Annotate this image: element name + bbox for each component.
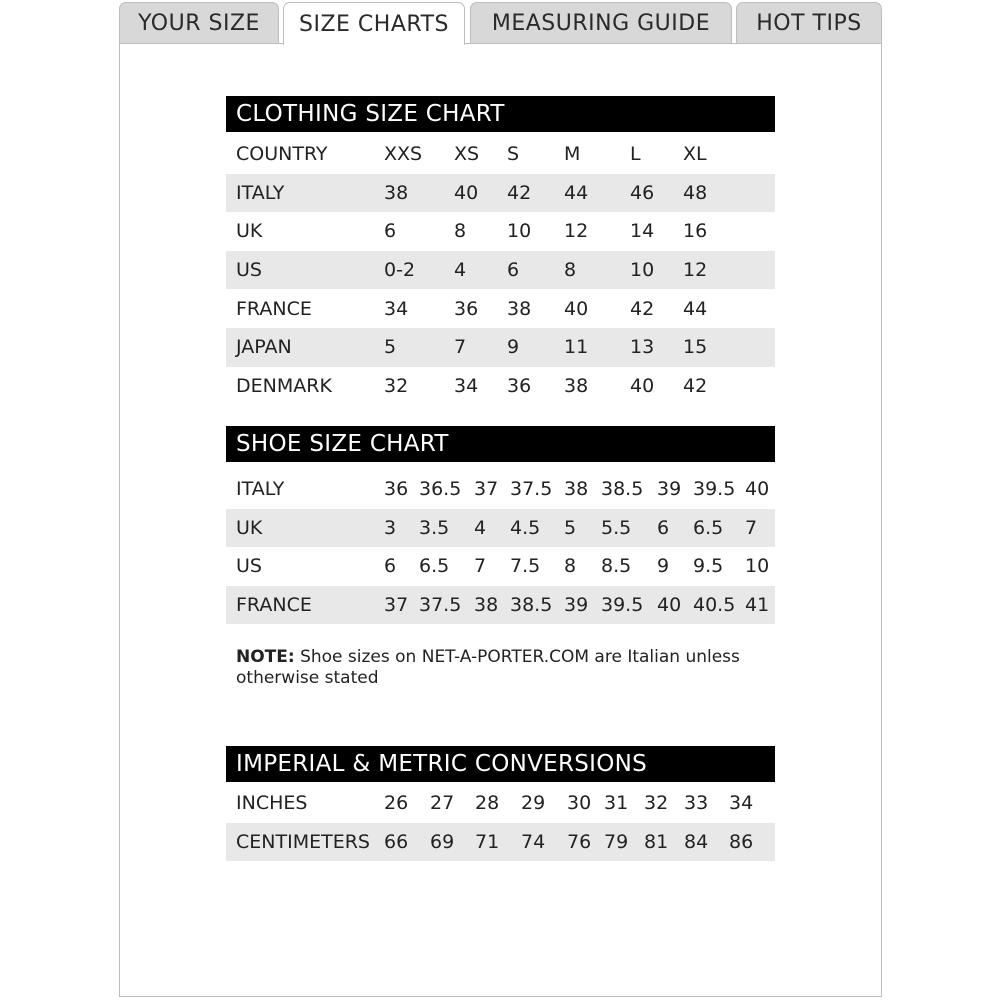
size-cell: 14 [630,220,655,243]
country-label: US [236,259,262,282]
country-label: US [236,555,262,578]
size-cell: 42 [630,297,655,320]
table-row [226,823,775,862]
value-cell: 29 [521,792,546,815]
size-cell: 38 [564,478,589,501]
header-cell: M [564,143,581,166]
header-cell: XS [454,143,480,166]
value-cell: 28 [475,792,500,815]
size-cell: 8 [564,555,577,578]
size-cell: 39.5 [693,478,736,501]
shoe-size-note [236,647,756,689]
size-cell: 46 [630,181,655,204]
size-cell: 10 [630,259,655,282]
value-cell: 81 [644,830,669,853]
table-row [226,470,775,509]
size-cell: 40 [564,297,589,320]
tab-size-charts[interactable]: SIZE CHARTS [283,2,465,45]
country-label: ITALY [236,181,285,204]
size-cell: 10 [507,220,532,243]
size-cell: 38.5 [510,594,553,617]
header-cell: XL [683,143,707,166]
size-cell: 38 [384,181,409,204]
value-cell: 71 [475,830,500,853]
size-cell: 34 [454,374,479,397]
header-cell: COUNTRY [236,143,328,166]
size-cell: 38 [474,594,499,617]
tab-your-size[interactable]: YOUR SIZE [119,2,279,44]
conversion-chart [226,746,775,861]
table-row [226,328,775,367]
size-cell: 12 [564,220,589,243]
size-cell: 38.5 [601,478,644,501]
note-label: NOTE: [236,647,295,667]
size-cell: 0-2 [384,259,416,282]
size-cell: 37 [384,594,409,617]
value-cell: 76 [567,830,592,853]
size-cell: 36.5 [419,478,462,501]
size-cell: 9.5 [693,555,724,578]
size-cell: 4 [474,516,487,539]
header-cell: XXS [384,143,423,166]
header-cell: S [507,143,520,166]
size-cell: 16 [683,220,708,243]
tab-measuring-guide[interactable]: MEASURING GUIDE [470,2,732,44]
value-cell: 31 [604,792,629,815]
table-row [226,251,775,290]
country-label: UK [236,220,263,243]
value-cell: 69 [430,830,455,853]
table-row [226,289,775,328]
conversion-chart-title: IMPERIAL & METRIC CONVERSIONS [226,746,775,782]
table-row [226,174,775,213]
size-cell: 6 [384,220,397,243]
size-cell: 3 [384,516,397,539]
size-cell: 39 [564,594,589,617]
size-cell: 8.5 [601,555,632,578]
value-cell: 86 [729,830,754,853]
country-label: FRANCE [236,594,312,617]
size-cell: 42 [683,374,708,397]
size-cell: 39.5 [601,594,644,617]
size-cell: 5 [564,516,577,539]
table-row [226,367,775,406]
shoe-size-chart-title: SHOE SIZE CHART [226,426,775,462]
size-cell: 6 [384,555,397,578]
size-cell: 7 [745,516,758,539]
table-row [226,784,775,823]
size-cell: 41 [745,594,770,617]
value-cell: 26 [384,792,409,815]
size-cell: 5 [384,336,397,359]
table-row [226,586,775,625]
size-cell: 40 [454,181,479,204]
size-cell: 48 [683,181,708,204]
size-cell: 44 [683,297,708,320]
size-cell: 7 [454,336,467,359]
size-cell: 6 [657,516,670,539]
size-cell: 32 [384,374,409,397]
size-cell: 40 [657,594,682,617]
unit-label: CENTIMETERS [236,830,370,853]
value-cell: 84 [684,830,709,853]
table-row [226,547,775,586]
size-cell: 4.5 [510,516,541,539]
size-cell: 36 [507,374,532,397]
size-cell: 9 [507,336,520,359]
value-cell: 74 [521,830,546,853]
value-cell: 66 [384,830,409,853]
header-cell: L [630,143,641,166]
size-cell: 37.5 [419,594,462,617]
size-cell: 10 [745,555,770,578]
value-cell: 32 [644,792,669,815]
size-cell: 42 [507,181,532,204]
shoe-size-chart [226,426,775,624]
size-cell: 36 [384,478,409,501]
size-cell: 36 [454,297,479,320]
value-cell: 33 [684,792,709,815]
size-cell: 8 [564,259,577,282]
size-cell: 40 [745,478,770,501]
size-cell: 9 [657,555,670,578]
clothing-size-chart-title: CLOTHING SIZE CHART [226,96,775,132]
country-label: JAPAN [236,336,292,359]
size-cell: 6 [507,259,520,282]
size-cell: 15 [683,336,708,359]
country-label: DENMARK [236,374,332,397]
size-cell: 7.5 [510,555,541,578]
size-cell: 37 [474,478,499,501]
table-header-row [226,135,775,174]
size-cell: 6.5 [419,555,450,578]
size-cell: 8 [454,220,467,243]
table-row [226,509,775,548]
country-label: UK [236,516,263,539]
unit-label: INCHES [236,792,308,815]
size-cell: 3.5 [419,516,450,539]
value-cell: 34 [729,792,754,815]
size-cell: 13 [630,336,655,359]
value-cell: 27 [430,792,455,815]
size-cell: 6.5 [693,516,724,539]
country-label: FRANCE [236,297,312,320]
size-cell: 38 [507,297,532,320]
note-text: Shoe sizes on NET-A-PORTER.COM are Italian unless otherwise stated [236,647,740,688]
tab-hot-tips[interactable]: HOT TIPS [736,2,882,44]
size-cell: 5.5 [601,516,632,539]
clothing-size-chart [226,96,775,405]
tab-bar [119,0,882,44]
value-cell: 79 [604,830,629,853]
size-cell: 34 [384,297,409,320]
size-cell: 38 [564,374,589,397]
table-row [226,212,775,251]
size-cell: 11 [564,336,589,359]
size-cell: 37.5 [510,478,553,501]
country-label: ITALY [236,478,285,501]
size-cell: 4 [454,259,467,282]
size-cell: 40 [630,374,655,397]
value-cell: 30 [567,792,592,815]
size-cell: 12 [683,259,708,282]
size-cell: 7 [474,555,487,578]
size-cell: 39 [657,478,682,501]
size-cell: 44 [564,181,589,204]
size-cell: 40.5 [693,594,736,617]
